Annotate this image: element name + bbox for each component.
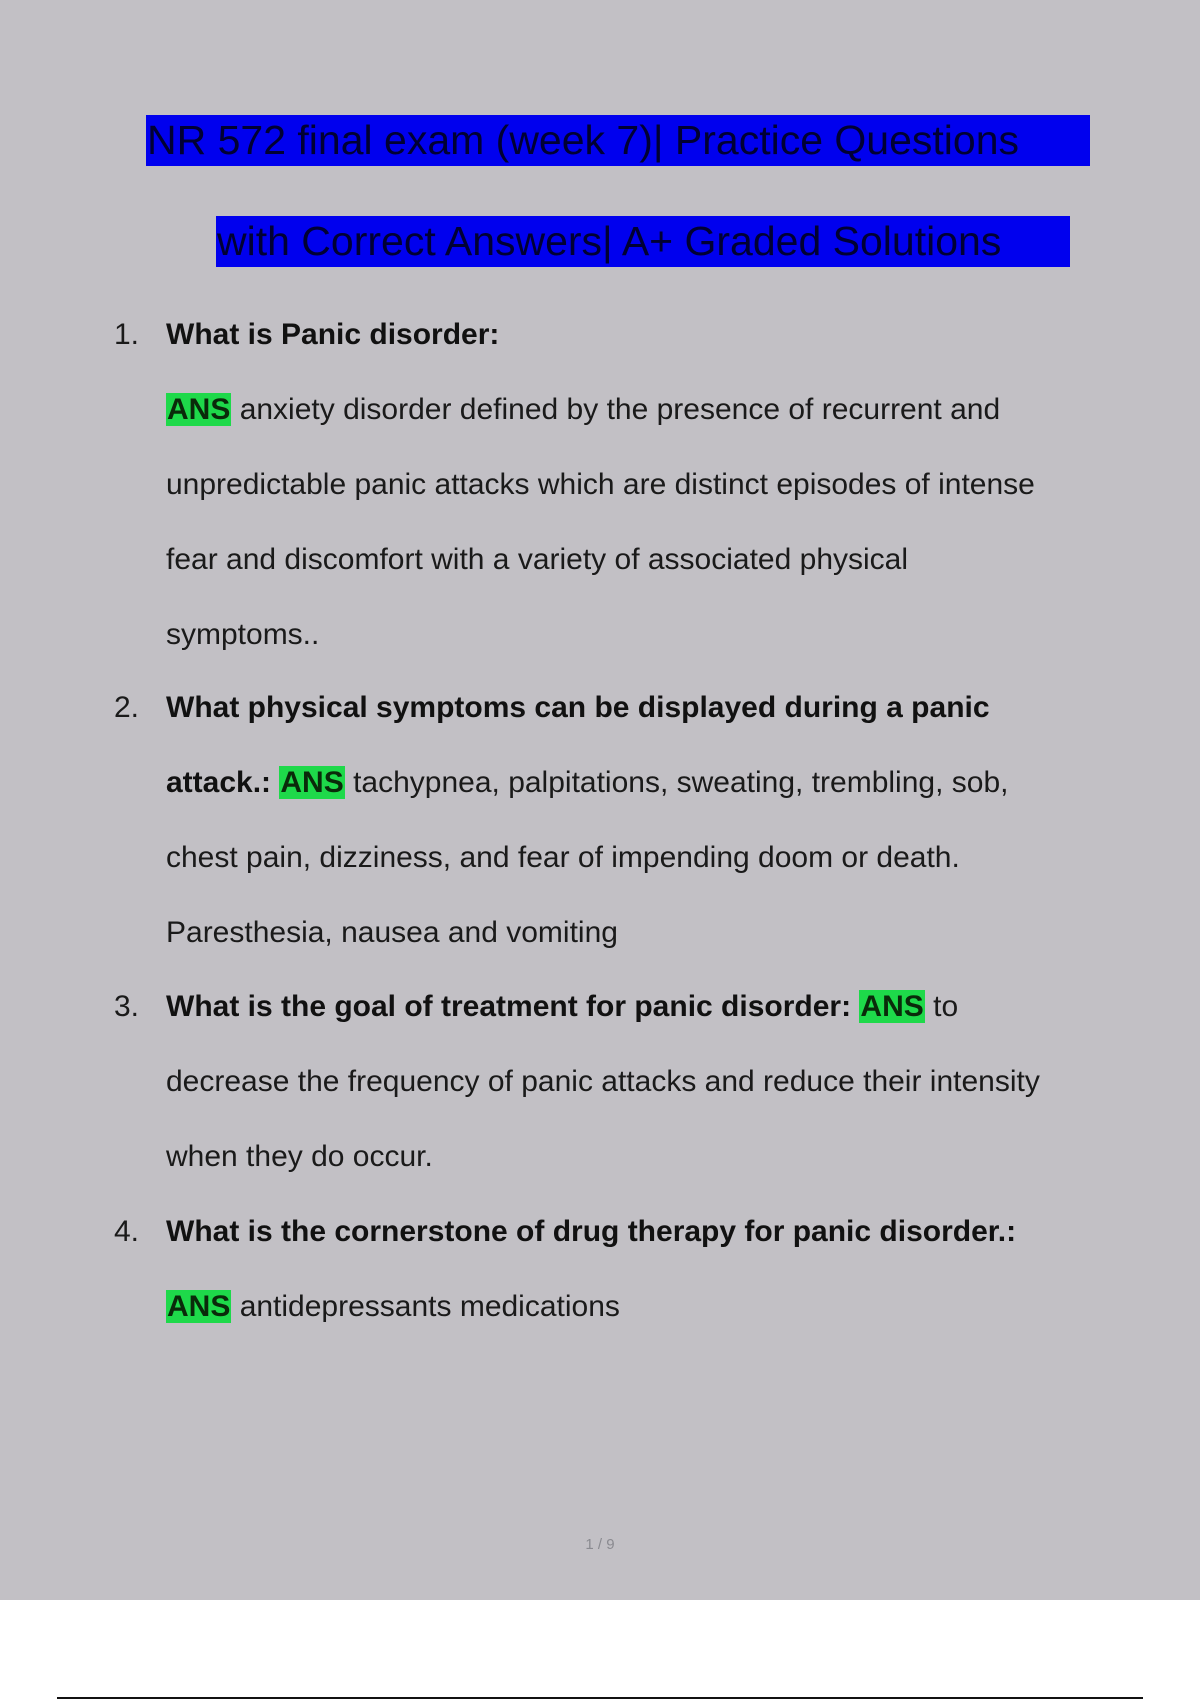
- answer-line: Paresthesia, nausea and vomiting: [166, 916, 618, 949]
- answer-line: decrease the frequency of panic attacks and reduce their intensity: [166, 1065, 1040, 1098]
- question-text: attack.:: [166, 766, 272, 799]
- ans-label: ANS: [167, 393, 231, 426]
- question-text: What physical symptoms can be displayed during a panic: [166, 691, 990, 724]
- question-answer-line: [166, 990, 958, 1024]
- document-title-line-2: [216, 216, 1070, 267]
- page-indicator: 1 / 9: [585, 1536, 615, 1553]
- answer-text: antidepressants medications: [239, 1290, 620, 1323]
- answer-line: when they do occur.: [166, 1140, 433, 1173]
- question-number: 1.: [114, 318, 140, 351]
- answer-line: symptoms..: [166, 618, 320, 651]
- answer-text: tachypnea, palpitations, sweating, trembling, sob,: [353, 766, 1009, 799]
- question-number: 2.: [114, 691, 140, 724]
- answer-line: [166, 393, 1000, 427]
- answer-line: [166, 1290, 620, 1324]
- answer-line: fear and discomfort with a variety of associated physical: [166, 543, 909, 576]
- question-answer-line: [166, 766, 1008, 800]
- answer-line: chest pain, dizziness, and fear of impending doom or death.: [166, 841, 960, 874]
- question-number: 4.: [114, 1215, 140, 1248]
- title-text-1: NR 572 final exam (week 7)| Practice Questions: [147, 117, 1020, 163]
- ans-label: ANS: [280, 766, 344, 799]
- ans-label: ANS: [860, 990, 924, 1023]
- bottom-divider: [57, 1697, 1143, 1699]
- document-title-line-1: [146, 115, 1090, 166]
- answer-text: anxiety disorder defined by the presence of recurrent and: [239, 393, 1001, 426]
- answer-line: unpredictable panic attacks which are distinct episodes of intense: [166, 468, 1035, 501]
- question-number: 3.: [114, 990, 140, 1023]
- question-text: What is the cornerstone of drug therapy for panic disorder.:: [166, 1215, 1017, 1248]
- answer-text: to: [933, 990, 959, 1023]
- question-text: What is Panic disorder:: [166, 318, 500, 351]
- ans-label: ANS: [167, 1290, 231, 1323]
- question-text: What is the goal of treatment for panic disorder:: [166, 990, 852, 1023]
- title-text-2: with Correct Answers| A+ Graded Solutions: [217, 218, 1002, 264]
